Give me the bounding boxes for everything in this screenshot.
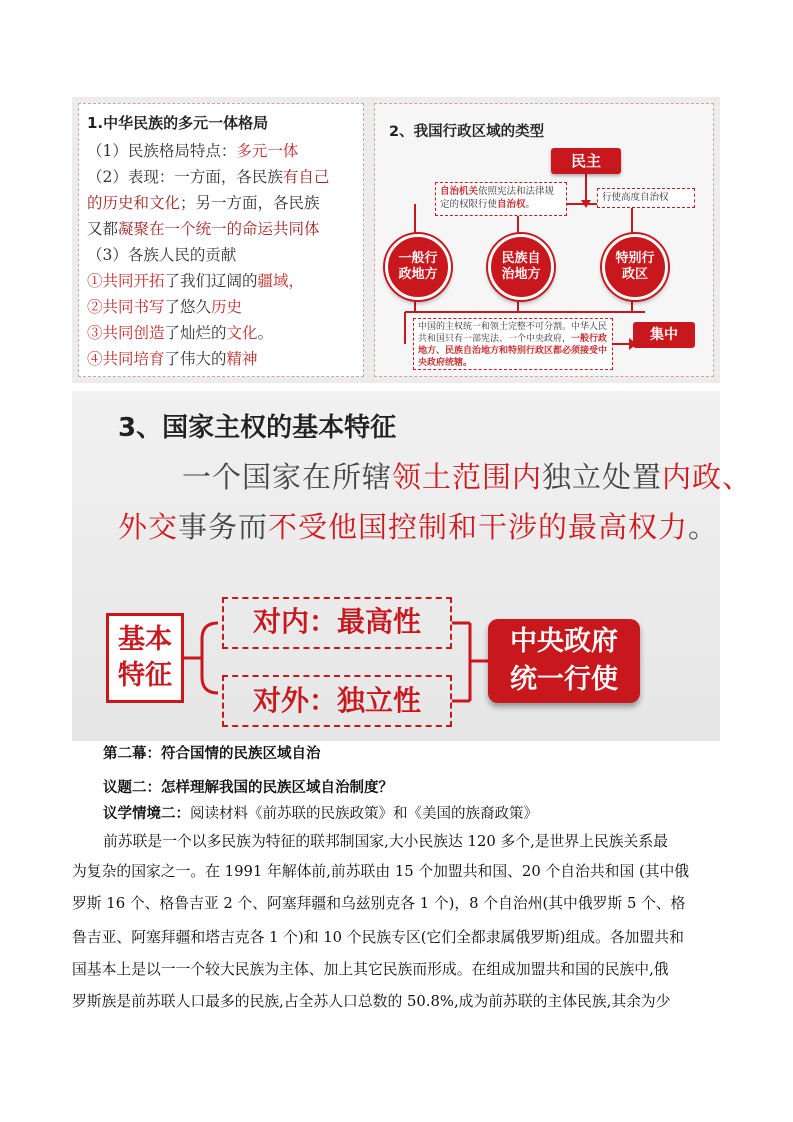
internal-supremacy-box: 对内：最高性 [222,597,452,649]
general-admin-circle: 一般行 政地方 [385,234,451,300]
highlight: 内政、 [662,460,753,494]
paragraph-line: 罗斯 16 个、格鲁吉亚 2 个、阿塞拜疆和乌兹别克各 1 个)，8 个自治州(其中俄罗斯 5 个、格 [72,895,686,912]
highlight: 共同培育 [102,350,165,368]
highlight: 自治权 [497,199,526,210]
paragraph-line: 国基本上是以一一个较大民族为主体、加上其它民族而形成。在组成加盟共和国的民族中,俄 [72,961,669,978]
panel-title: 1.中华民族的多元一体格局 [87,114,269,132]
manifestation-line-3 [87,216,320,242]
highlight: 共同书写 [102,298,165,316]
slide-ethnic-pattern [72,97,720,383]
text: 事务而 [178,510,269,544]
scenario-line [103,802,538,823]
slide-title: 3、国家主权的基本特征 [118,413,397,443]
highlight: 凝聚在一个统一的命运共同体 [118,220,320,238]
manifestation-line [87,164,329,190]
paragraph-line: 前苏联是一个以多民族为特征的联邦制国家,大小民族达 120 多个,是世界上民族关系最 [103,833,668,850]
basic-feature-box: 基本 特征 [106,613,184,703]
text: ；另一方面，各民族 [180,194,320,212]
text: 阅读材料《前苏联的民族政策》和《美国的族裔政策》 [190,806,538,822]
central-government-box: 中央政府 统一行使 [488,619,640,703]
contribution-heading [87,242,236,268]
highlight: 外交 [118,510,179,544]
num: ③ [87,324,103,342]
manifestation-line-2 [87,190,320,216]
panel-multi-ethnic-unity [78,103,364,377]
contribution-item-2 [87,294,242,320]
pattern-line [87,138,298,164]
text: 了伟大的 [164,350,227,368]
highlight: 历史 [211,298,243,316]
ethnic-autonomy-circle: 民族自 治地方 [488,234,554,300]
text: 。 [257,324,274,342]
highlight: 文化 [226,324,258,342]
text: 了我们辽阔的 [164,272,258,290]
highlight: 领土范围内 [392,460,543,494]
paragraph-line: 为复杂的国家之一。在 1991 年解体前,前苏联由 15 个加盟共和国、20 个自治共和国 (其中俄 [72,863,690,880]
highlight: 共同开拓 [102,272,165,290]
num: ① [87,272,103,290]
autonomy-note [435,182,567,216]
sovereignty-note [413,318,613,370]
text: （2）表现：一方面，各民族 [87,168,283,186]
highlight: 精神 [226,350,258,368]
text: 独立处置 [542,460,663,494]
highlight: 的历史和文化 [87,194,181,212]
contribution-item-3 [87,320,273,346]
slide-sovereignty [72,391,753,741]
contribution-item-4 [87,346,258,372]
topic-heading: 议题二：怎样理解我国的民族区域自治制度？ [103,779,393,796]
highlight: 疆域， [257,272,305,290]
text: 。 [688,510,719,544]
paragraph-line: 鲁吉亚、阿塞拜疆和塔吉克各 1 个)和 10 个民族专区(它们全都隶属俄罗斯)组成。各加盟共和 [72,929,684,946]
special-admin-circle: 特别行 政区 [602,234,668,300]
text: 。 [525,199,536,210]
text: 依照宪法和法律规定的权限行使 [440,186,555,210]
label: 议学情境二： [103,805,190,822]
highlight: 一般行政地方、民族自治地方和特别行政区都必须接受中央政府统辖。 [418,334,608,368]
high-autonomy-note: 行使高度自治权 [597,188,695,208]
contribution-item-1 [87,268,304,294]
highlight: 自治机关 [440,186,479,197]
panel-admin-region-types [374,103,714,377]
text: 中国的主权统一和领土完整不可分割。中华人民共和国只有一部宪法、一个中央政府， [418,322,608,344]
num: ④ [87,350,103,368]
text: 了灿烂的 [164,324,227,342]
highlight: 有自己 [282,168,330,186]
num: ② [87,298,103,316]
democracy-box: 民主 [551,148,621,174]
centralization-box: 集中 [633,322,695,348]
text: 一个国家在所辖 [182,460,393,494]
paragraph-line: 罗斯族是前苏联人口最多的民族,占全苏人口总数的 50.8%,成为前苏联的主体民族,其余为少 [72,993,671,1010]
text: 了悠久 [164,298,212,316]
external-independence-box: 对外：独立性 [222,675,452,727]
highlight: 共同创造 [102,324,165,342]
panel-title: 2、我国行政区域的类型 [389,124,545,140]
act-title: 第二幕：符合国情的民族区域自治 [103,745,321,762]
text: （3）各族人民的贡献 [87,246,237,264]
text: 又都 [87,220,119,238]
value: 多元一体 [236,142,299,160]
highlight: 不受他国控制和干涉的最高权力 [268,510,689,544]
label: （1）民族格局特点： [87,142,237,160]
